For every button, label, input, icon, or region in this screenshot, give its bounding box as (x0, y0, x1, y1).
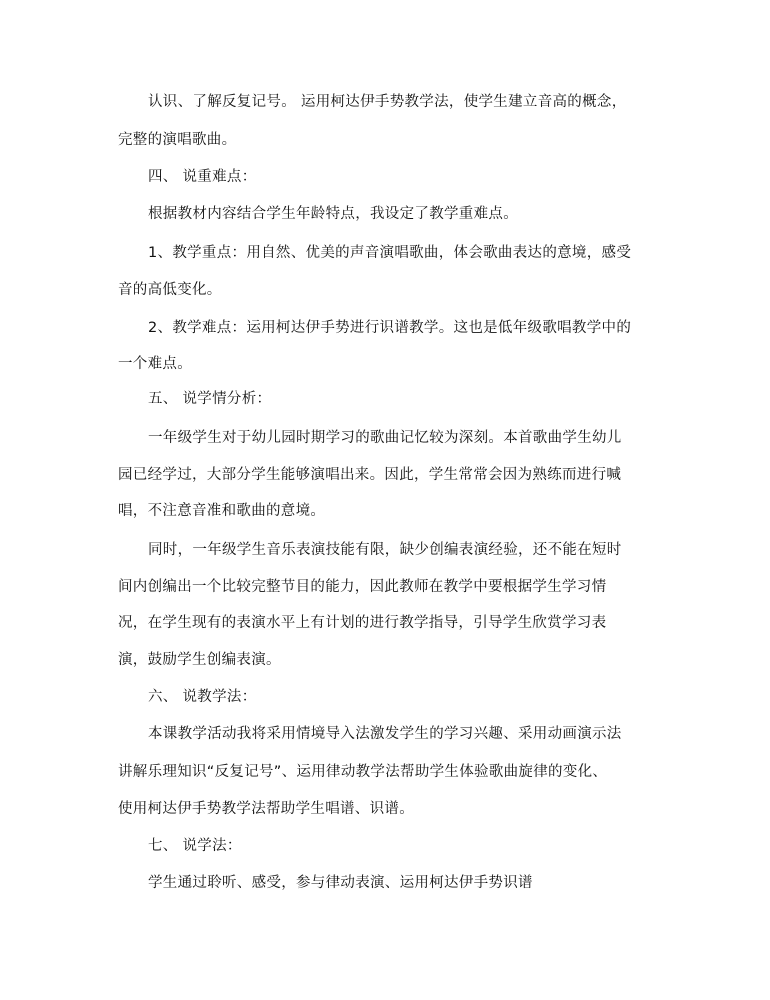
paragraph-line: 园已经学过，大部分学生能够演唱出来。因此，学生常常会因为熟练而进行喊 (118, 467, 622, 483)
paragraph-line: 一个难点。 (118, 356, 192, 372)
paragraph-line: 讲解乐理知识“反复记号”、运用律动教学法帮助学生体验歌曲旋律的变化、 (118, 764, 608, 780)
paragraph-line: 唱，不注意音准和歌曲的意境。 (118, 503, 326, 519)
paragraph-line: 同时，一年级学生音乐表演技能有限，缺少创编表演经验，还不能在短时 (148, 542, 622, 558)
paragraph-line: 音的高低变化。 (118, 282, 222, 298)
section-heading: 四、 说重难点： (148, 169, 257, 185)
section-heading: 五、 说学情分析： (148, 391, 272, 407)
paragraph-line: 况，在学生现有的表演水平上有计划的进行教学指导，引导学生欣赏学习表 (118, 615, 607, 631)
paragraph-line: 使用柯达伊手势教学法帮助学生唱谱、识谱。 (118, 801, 414, 817)
paragraph-line: 2、教学难点：运用柯达伊手势进行识谱教学。这也是低年级歌唱教学中的 (148, 320, 632, 336)
section-heading: 六、 说教学法： (148, 689, 257, 705)
paragraph-line: 根据教材内容结合学生年龄特点，我设定了教学重难点。 (148, 206, 518, 222)
paragraph-line: 完整的演唱歌曲。 (118, 132, 237, 148)
paragraph-line: 1、教学重点：用自然、优美的声音演唱歌曲，体会歌曲表达的意境，感受 (148, 245, 632, 261)
paragraph-line: 本课教学活动我将采用情境导入法激发学生的学习兴趣、采用动画演示法 (148, 726, 622, 742)
paragraph-line: 认识、了解反复记号。 运用柯达伊手势教学法，使学生建立音高的概念， (148, 94, 627, 110)
section-heading: 七、 说学法： (148, 838, 242, 854)
paragraph-line: 学生通过聆听、感受，参与律动表演、运用柯达伊手势识谱 (148, 875, 533, 891)
paragraph-line: 演，鼓励学生创编表演。 (118, 652, 281, 668)
paragraph-line: 间内创编出一个比较完整节目的能力，因此教师在教学中要根据学生学习情 (118, 579, 607, 595)
paragraph-line: 一年级学生对于幼儿园时期学习的歌曲记忆较为深刻。本首歌曲学生幼儿 (148, 430, 622, 446)
